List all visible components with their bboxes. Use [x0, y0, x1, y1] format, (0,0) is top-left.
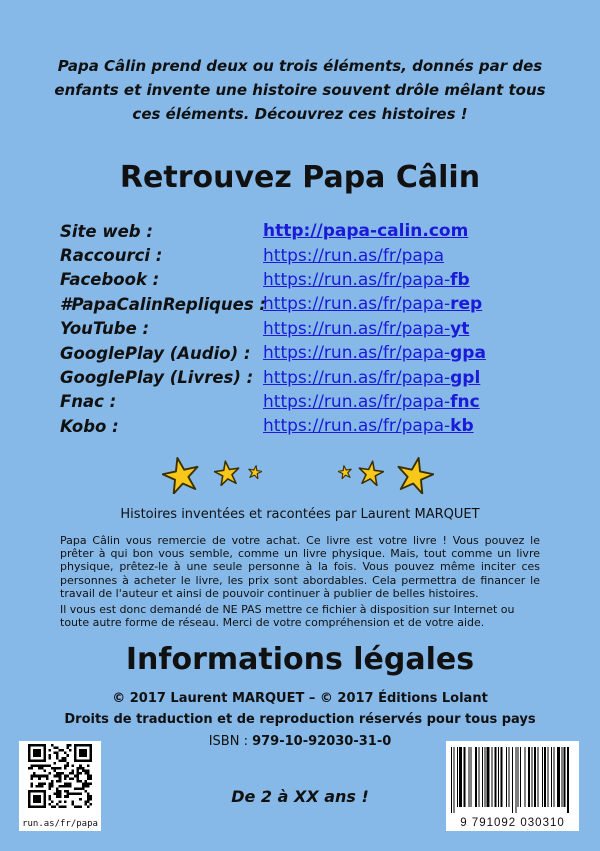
- star-icon: [396, 456, 434, 494]
- author-line: Histoires inventées et racontées par Laurent MARQUET: [120, 507, 480, 522]
- link-row-repliques: [60, 292, 560, 316]
- googleplay-books-link[interactable]: https://run.as/fr/papa-gpl: [263, 367, 481, 388]
- star-icon: [338, 465, 352, 479]
- age-range: De 2 à XX ans !: [231, 787, 369, 806]
- link-row-facebook: [60, 268, 560, 292]
- thanks-paragraph: Papa Câlin vous remercie de votre achat. Ce livre est votre livre ! Vous pouvez le prêter à qui bon vous semble, comme un livre physique. Mais, tout comme un livre physique, prêtez-le à une seule personne à la fois. Vous pouvez même inciter ces personnes à acheter le livre, les prix sont abordables. Cela permettra de financer le travail de l'auteur et ainsi de pouvoir continuer à publier de belles histoires.: [60, 534, 540, 600]
- request-paragraph: Il vous est donc demandé de NE PAS mettre ce fichier à disposition sur Internet ou toute autre forme de réseau. Merci de votre compréhension et de votre aide.: [60, 603, 515, 630]
- isbn-barcode: [446, 741, 579, 831]
- link-label: Facebook :: [60, 270, 160, 290]
- barcode-icon: [451, 747, 574, 813]
- qr-caption: run.as/fr/papa: [22, 819, 98, 829]
- link-label: GooglePlay (Livres) :: [60, 368, 254, 388]
- find-papa-calin-heading: Retrouvez Papa Câlin: [119, 160, 481, 195]
- youtube-link[interactable]: https://run.as/fr/papa-yt: [263, 318, 470, 339]
- copyright-line: © 2017 Laurent MARQUET – © 2017 Éditions Lolant: [112, 691, 488, 706]
- legal-info-heading: Informations légales: [125, 642, 475, 677]
- barcode-number: 9 791092 030310: [460, 817, 565, 829]
- star-icon: [358, 460, 384, 486]
- website-link[interactable]: http://papa-calin.com: [263, 221, 469, 242]
- link-label: Raccourci :: [60, 246, 163, 266]
- link-row-googleplay-books: [60, 365, 560, 389]
- link-label: Kobo :: [60, 416, 119, 436]
- qr-code-icon: [28, 744, 92, 808]
- googleplay-audio-link[interactable]: https://run.as/fr/papa-gpa: [263, 343, 486, 364]
- qr-code[interactable]: [19, 741, 101, 831]
- link-label: #PapaCalinRepliques :: [60, 294, 267, 314]
- fnac-link[interactable]: https://run.as/fr/papa-fnc: [263, 391, 480, 412]
- link-row-googleplay-audio: [60, 341, 560, 365]
- isbn-value: 979-10-92030-31-0: [252, 734, 392, 749]
- rights-line: Droits de traduction et de reproduction réservés pour tous pays: [64, 712, 536, 727]
- link-row-fnac: [60, 390, 560, 414]
- links-list: [60, 219, 560, 439]
- isbn-label: ISBN :: [208, 734, 253, 749]
- repliques-link[interactable]: https://run.as/fr/papa-rep: [263, 294, 483, 315]
- link-row-shortcut: [60, 243, 560, 267]
- star-icon: [248, 465, 262, 479]
- link-label: GooglePlay (Audio) :: [60, 343, 251, 363]
- stars-decoration: [0, 452, 600, 502]
- star-icon: [214, 460, 240, 486]
- link-label: Fnac :: [60, 392, 117, 412]
- link-row-kobo: [60, 414, 560, 438]
- shortcut-link[interactable]: https://run.as/fr/papa: [263, 245, 444, 266]
- star-icon: [162, 456, 200, 494]
- link-row-youtube: [60, 317, 560, 341]
- link-label: YouTube :: [60, 319, 150, 339]
- link-label: Site web :: [60, 221, 153, 241]
- link-row-website: [60, 219, 560, 243]
- intro-text: Papa Câlin prend deux ou trois éléments, donnés par des enfants et invente une histoire souvent drôle mêlant tous ces éléments. Découvrez ces histoires !: [54, 57, 546, 123]
- facebook-link[interactable]: https://run.as/fr/papa-fb: [263, 269, 470, 290]
- kobo-link[interactable]: https://run.as/fr/papa-kb: [263, 416, 474, 437]
